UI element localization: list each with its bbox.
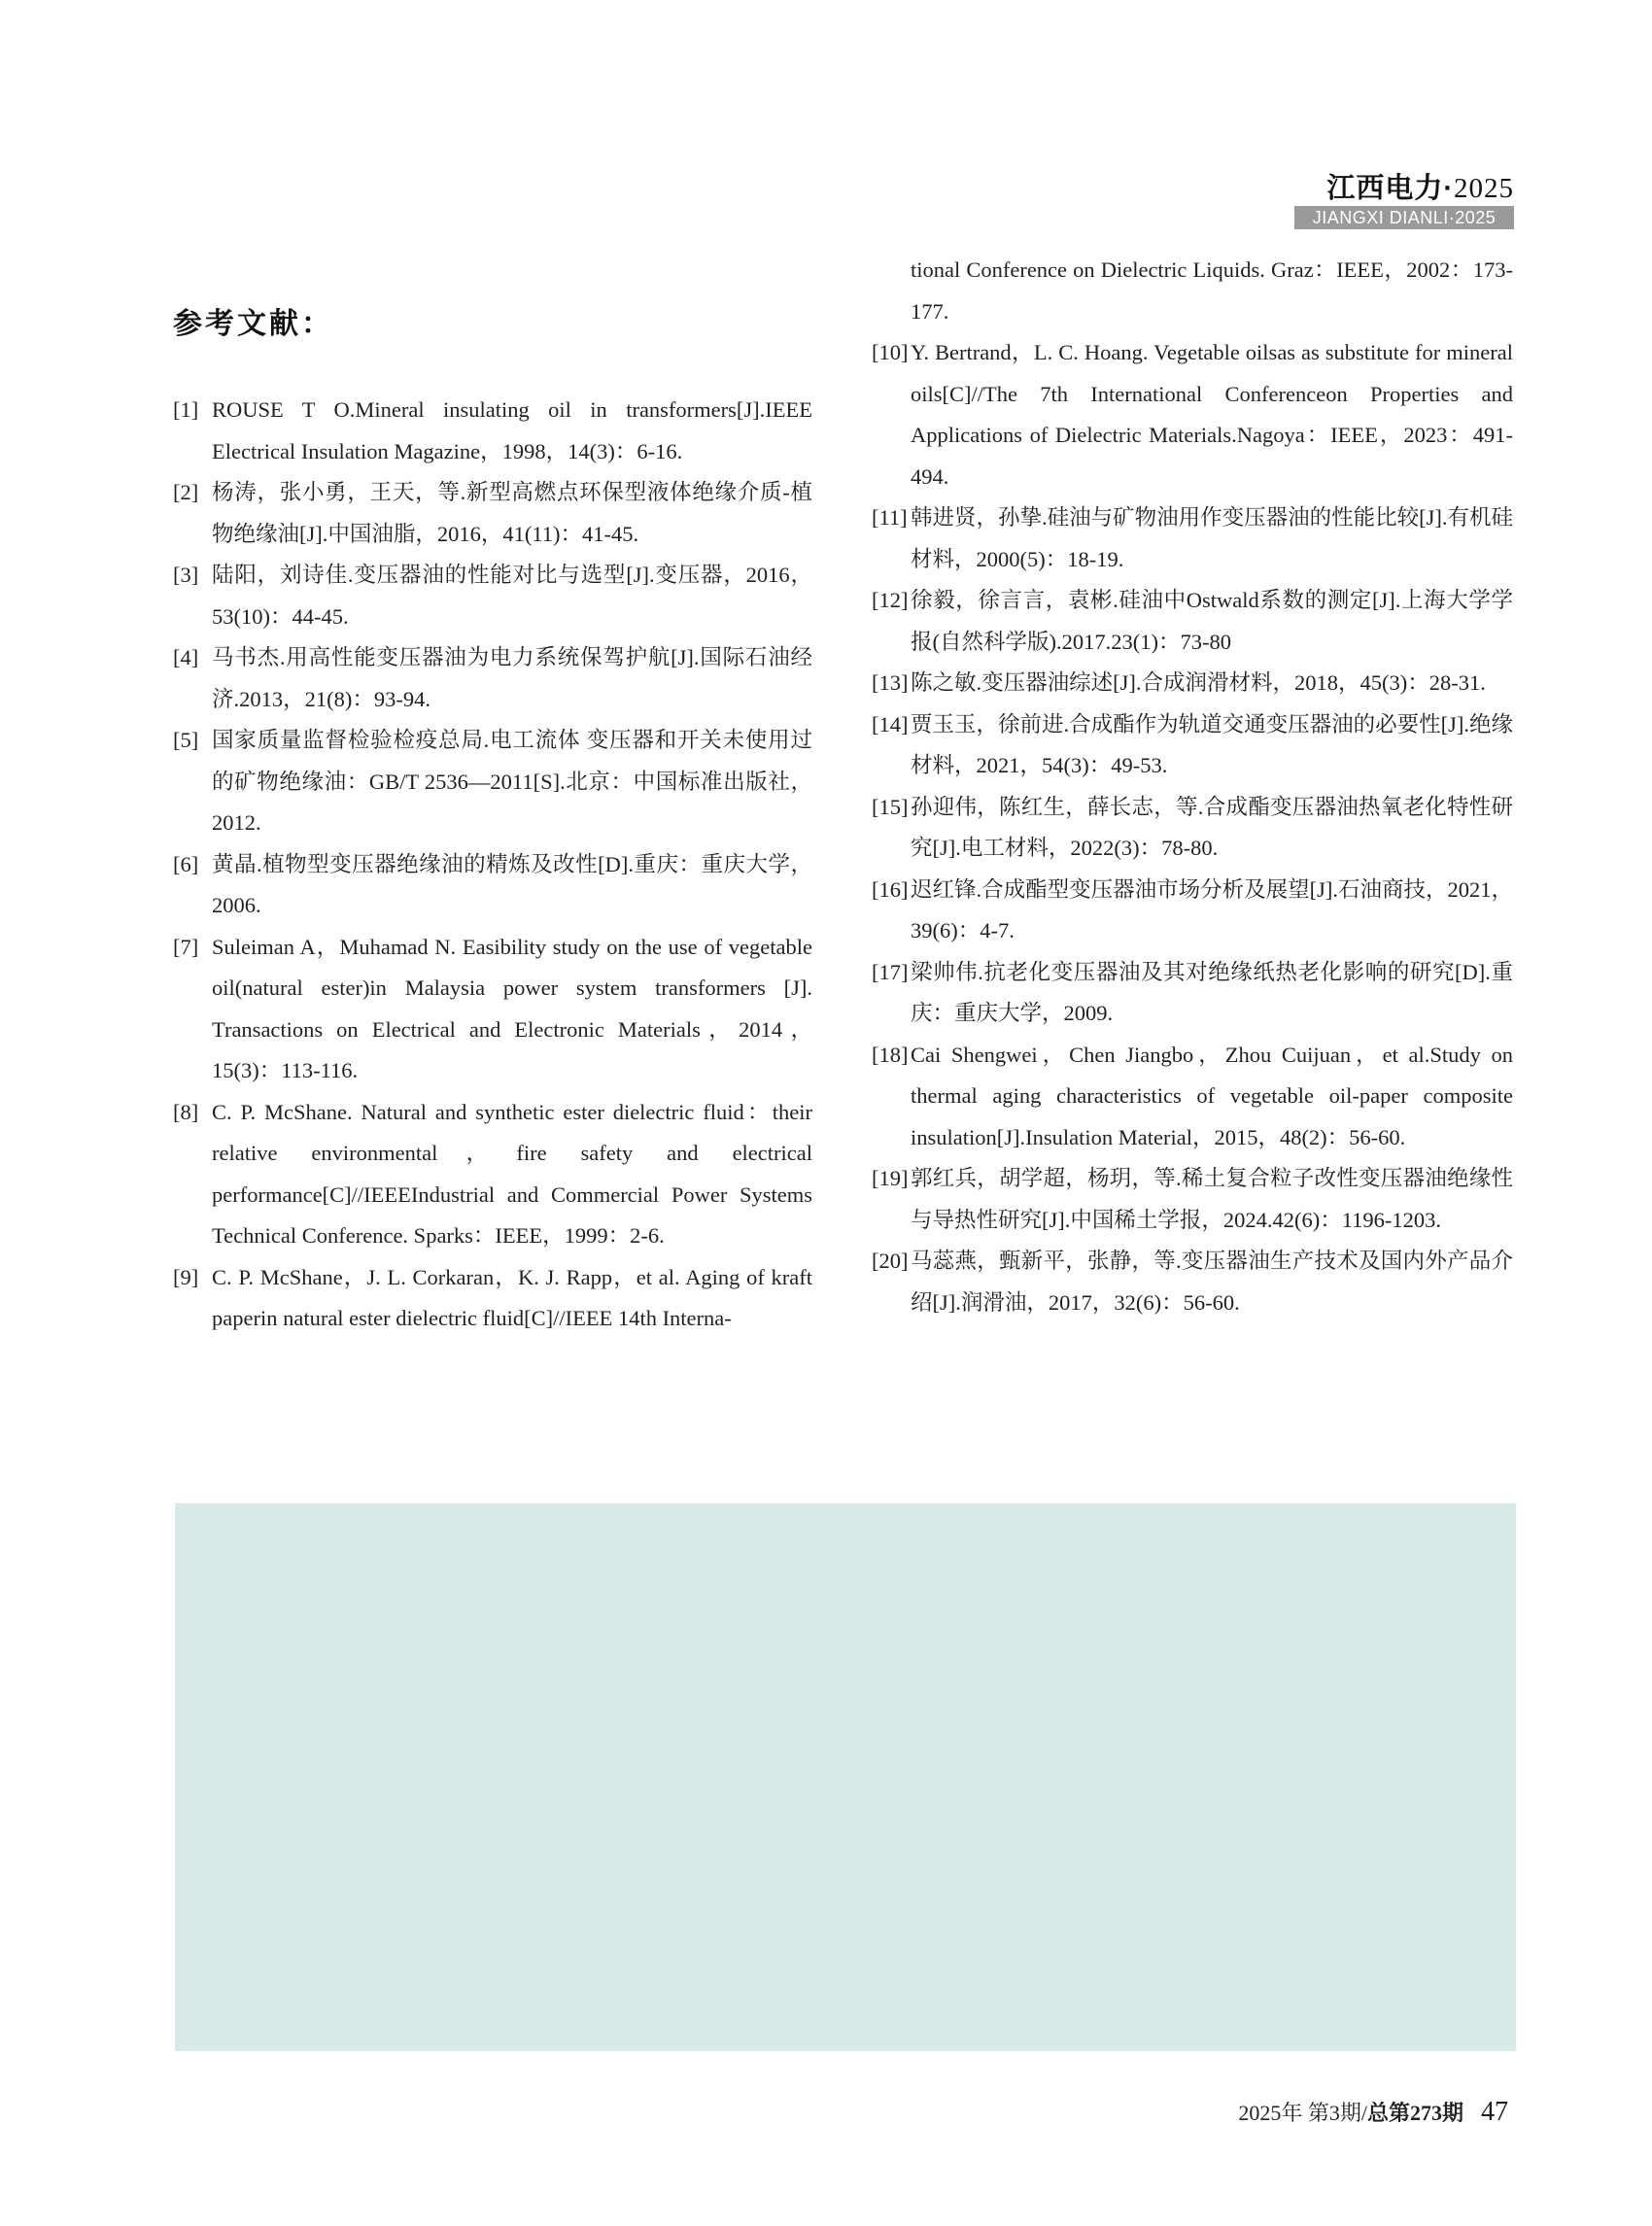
reference-number: [9] (173, 1264, 199, 1289)
reference-9-continued: tional Conference on Dielectric Liquids. Graz：IEEE，2002：173-177. (911, 257, 1513, 324)
reference-number: [20] (872, 1249, 909, 1273)
references-left-column (173, 390, 812, 1340)
reference-number: [2] (173, 480, 199, 504)
colored-panel (175, 1503, 1516, 2051)
reference-number: [4] (173, 645, 199, 669)
reference-text: 贾玉玉，徐前进.合成酯作为轨道交通变压器油的必要性[J].绝缘材料，2021，54(3)：49-53. (911, 711, 1513, 777)
reference-text: 黄晶.植物型变压器绝缘油的精炼及改性[D].重庆：重庆大学，2006. (212, 851, 812, 917)
reference-text: Y. Bertrand，L. C. Hoang. Vegetable oilsas as substitute for mineral oils[C]//The 7th International Conferenceon Properties and Applications of Dielectric Materials.Nagoya：IEEE，2023：491-494. (911, 340, 1513, 489)
reference-number: [8] (173, 1099, 199, 1124)
reference-item (872, 1241, 1513, 1323)
reference-item (872, 1035, 1513, 1159)
reference-number: [12] (872, 588, 909, 612)
reference-item (173, 720, 812, 844)
reference-number: [15] (872, 794, 909, 819)
reference-text: 孙迎伟，陈红生，薛长志，等.合成酯变压器油热氧老化特性研究[J].电工材料，2022(3)：78-80. (911, 794, 1513, 860)
page-footer (1238, 2097, 1508, 2128)
reference-number: [14] (872, 711, 909, 736)
reference-text: 陈之敏.变压器油综述[J].合成润滑材料，2018，45(3)：28-31. (911, 670, 1486, 695)
reference-text: Cai Shengwei，Chen Jiangbo，Zhou Cuijuan，et al.Study on thermal aging characteristics of vegetable oil-paper composite insulation[J].Insulation Material，2015，48(2)：56-60. (911, 1042, 1513, 1149)
reference-number: [13] (872, 670, 909, 695)
reference-item (173, 844, 812, 927)
journal-subtitle: JIANGXI DIANLI·2025 (1294, 206, 1514, 229)
reference-item (173, 555, 812, 637)
reference-number: [11] (872, 505, 908, 530)
reference-number: [7] (173, 934, 199, 959)
reference-item (872, 704, 1513, 787)
reference-text: 马蕊燕，甄新平，张静，等.变压器油生产技术及国内外产品介绍[J].润滑油，2017，32(6)：56-60. (911, 1249, 1513, 1315)
reference-number: [18] (872, 1042, 909, 1067)
reference-item (872, 497, 1513, 580)
reference-text: 陆阳，刘诗佳.变压器油的性能对比与选型[J].变压器，2016，53(10)：44-45. (212, 563, 812, 629)
reference-item (872, 1158, 1513, 1241)
reference-text: 梁帅伟.抗老化变压器油及其对绝缘纸热老化影响的研究[D].重庆：重庆大学，2009. (911, 959, 1513, 1025)
reference-item (872, 870, 1513, 952)
issue-text: 2025年 第3期/ (1238, 2101, 1367, 2125)
reference-item (872, 952, 1513, 1035)
journal-title (1326, 166, 1514, 206)
reference-text: C. P. McShane. Natural and synthetic ester dielectric fluid：their relative environmental，fire safety and electrical performance[C]//IEEEIndustrial and Commercial Power Systems Technical Conference. Sparks：IEEE，1999：2-6. (212, 1099, 812, 1248)
reference-text: ROUSE T O.Mineral insulating oil in transformers[J].IEEE Electrical Insulation Magazine，1998，14(3)：6-16. (212, 397, 812, 463)
reference-number: [17] (872, 959, 909, 984)
reference-item (872, 663, 1513, 704)
reference-item (872, 787, 1513, 870)
reference-item (173, 1092, 812, 1257)
page-number: 47 (1481, 2097, 1508, 2127)
reference-item (173, 390, 812, 472)
reference-item (173, 472, 812, 555)
reference-text: 迟红锋.合成酯型变压器油市场分析及展望[J].石油商技，2021，39(6)：4-7. (911, 876, 1513, 942)
reference-number: [3] (173, 563, 199, 587)
reference-text: 马书杰.用高性能变压器油为电力系统保驾护航[J].国际石油经济.2013，21(8)：93-94. (212, 645, 812, 711)
reference-text: 国家质量监督检验检疫总局.电工流体 变压器和开关未使用过的矿物绝缘油：GB/T 2536—2011[S].北京：中国标准出版社，2012. (212, 728, 812, 835)
reference-item (173, 927, 812, 1092)
reference-number: [10] (872, 340, 909, 364)
reference-item (173, 637, 812, 720)
references-right-column (872, 250, 1513, 1323)
reference-number: [5] (173, 728, 199, 752)
reference-number: [19] (872, 1166, 909, 1190)
references-right-list (872, 332, 1513, 1323)
reference-text: Suleiman A，Muhamad N. Easibility study on the use of vegetable oil(natural ester)in Malaysia power system transformers [J]. Transactions on Electrical and Electronic Materials，2014，15(3)：113-116. (212, 934, 812, 1082)
total-issue-text: 总第273期 (1366, 2101, 1463, 2125)
reference-text: 杨涛，张小勇，王天，等.新型高燃点环保型液体绝缘介质-植物绝缘油[J].中国油脂，2016，41(11)：41-45. (212, 480, 812, 546)
reference-text: 韩进贤，孙挚.硅油与矿物油用作变压器油的性能比较[J].有机硅材料，2000(5)：18-19. (911, 505, 1513, 571)
reference-item (872, 580, 1513, 663)
journal-title-text: 江西电力· (1326, 173, 1454, 204)
reference-number: [1] (173, 397, 199, 422)
journal-year: 2025 (1454, 173, 1514, 204)
reference-number: [16] (872, 876, 909, 902)
reference-text: 郭红兵，胡学超，杨玥，等.稀土复合粒子改性变压器油绝缘性与导热性研究[J].中国稀土学报，2024.42(6)：1196-1203. (911, 1166, 1513, 1232)
reference-number: [6] (173, 851, 199, 876)
reference-text: 徐毅，徐言言，袁彬.硅油中Ostwald系数的测定[J].上海大学学报(自然科学版).2017.23(1)：73-80 (911, 588, 1513, 654)
reference-text: C. P. McShane，J. L. Corkaran，K. J. Rapp，et al. Aging of kraft paperin natural ester dielectric fluid[C]//IEEE 14th Interna- (212, 1264, 812, 1330)
reference-item (173, 1257, 812, 1340)
references-heading: 参考文献： (173, 307, 333, 341)
reference-item (872, 332, 1513, 497)
